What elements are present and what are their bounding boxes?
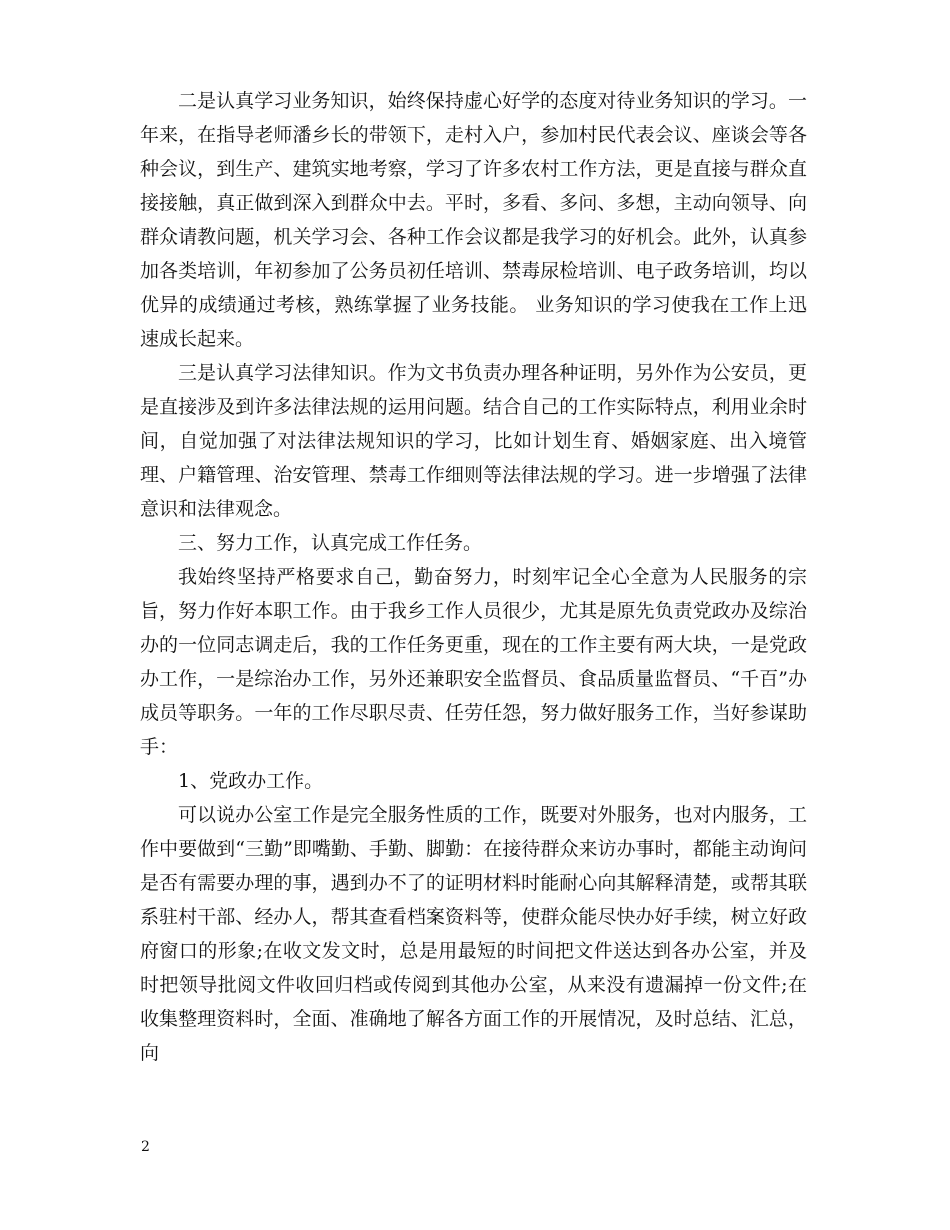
paragraph: 我始终坚持严格要求自己，勤奋努力，时刻牢记全心全意为人民服务的宗旨，努力作好本职工作。由于我乡工作人员很少，尤其是原先负责党政办及综治办的一位同志调走后，我的工作任务更重，现在的工作主要有两大块，一是党政办工作，一是综治办工作，另外还兼职安全监督员、食品质量监督员、“千百”办成员等职务。一年的工作尽职尽责、任劳任怨，努力做好服务工作，当好参谋助手： (140, 566, 807, 758)
subsection-heading: 1、党政办工作。 (178, 770, 324, 792)
paragraph: 可以说办公室工作是完全服务性质的工作，既要对外服务，也对内服务，工作中要做到“三勤”即嘴勤、手勤、脚勤：在接待群众来访办事时，都能主动询问是否有需要办理的事，遇到办不了的证明材料时能耐心向其解释清楚，或帮其联系驻村干部、经办人，帮其查看档案资料等，使群众能尽快办好手续，树立好政府窗口的形象;在收文发文时，总是用最短的时间把文件送达到各办公室，并及时把领导批阅文件收回归档或传阅到其他办公室，从来没有遗漏掉一份文件;在收集整理资料时，全面、准确地了解各方面工作的开展情况，及时总结、汇总，向 (140, 804, 807, 1064)
document-body (140, 84, 807, 1070)
section-heading: 三、努力工作，认真完成工作任务。 (178, 532, 483, 554)
paragraph: 三是认真学习法律知识。作为文书负责办理各种证明，另外作为公安员，更是直接涉及到许多法律法规的运用问题。结合自己的工作实际特点，利用业余时间，自觉加强了对法律法规知识的学习，比如计划生育、婚姻家庭、出入境管理、户籍管理、治安管理、禁毒工作细则等法律法规的学习。进一步增强了法律意识和法律观念。 (140, 362, 807, 520)
page-number: 2 (141, 1139, 150, 1155)
paragraph: 二是认真学习业务知识，始终保持虚心好学的态度对待业务知识的学习。一年来，在指导老师潘乡长的带领下，走村入户，参加村民代表会议、座谈会等各种会议，到生产、建筑实地考察，学习了许多农村工作方法，更是直接与群众直接接触，真正做到深入到群众中去。平时，多看、多问、多想，主动向领导、向群众请教问题，机关学习会、各种工作会议都是我学习的好机会。此外，认真参加各类培训，年初参加了公务员初任培训、禁毒尿检培训、电子政务培训，均以优异的成绩通过考核，熟练掌握了业务技能。 业务知识的学习使我在工作上迅速成长起来。 (140, 90, 807, 350)
